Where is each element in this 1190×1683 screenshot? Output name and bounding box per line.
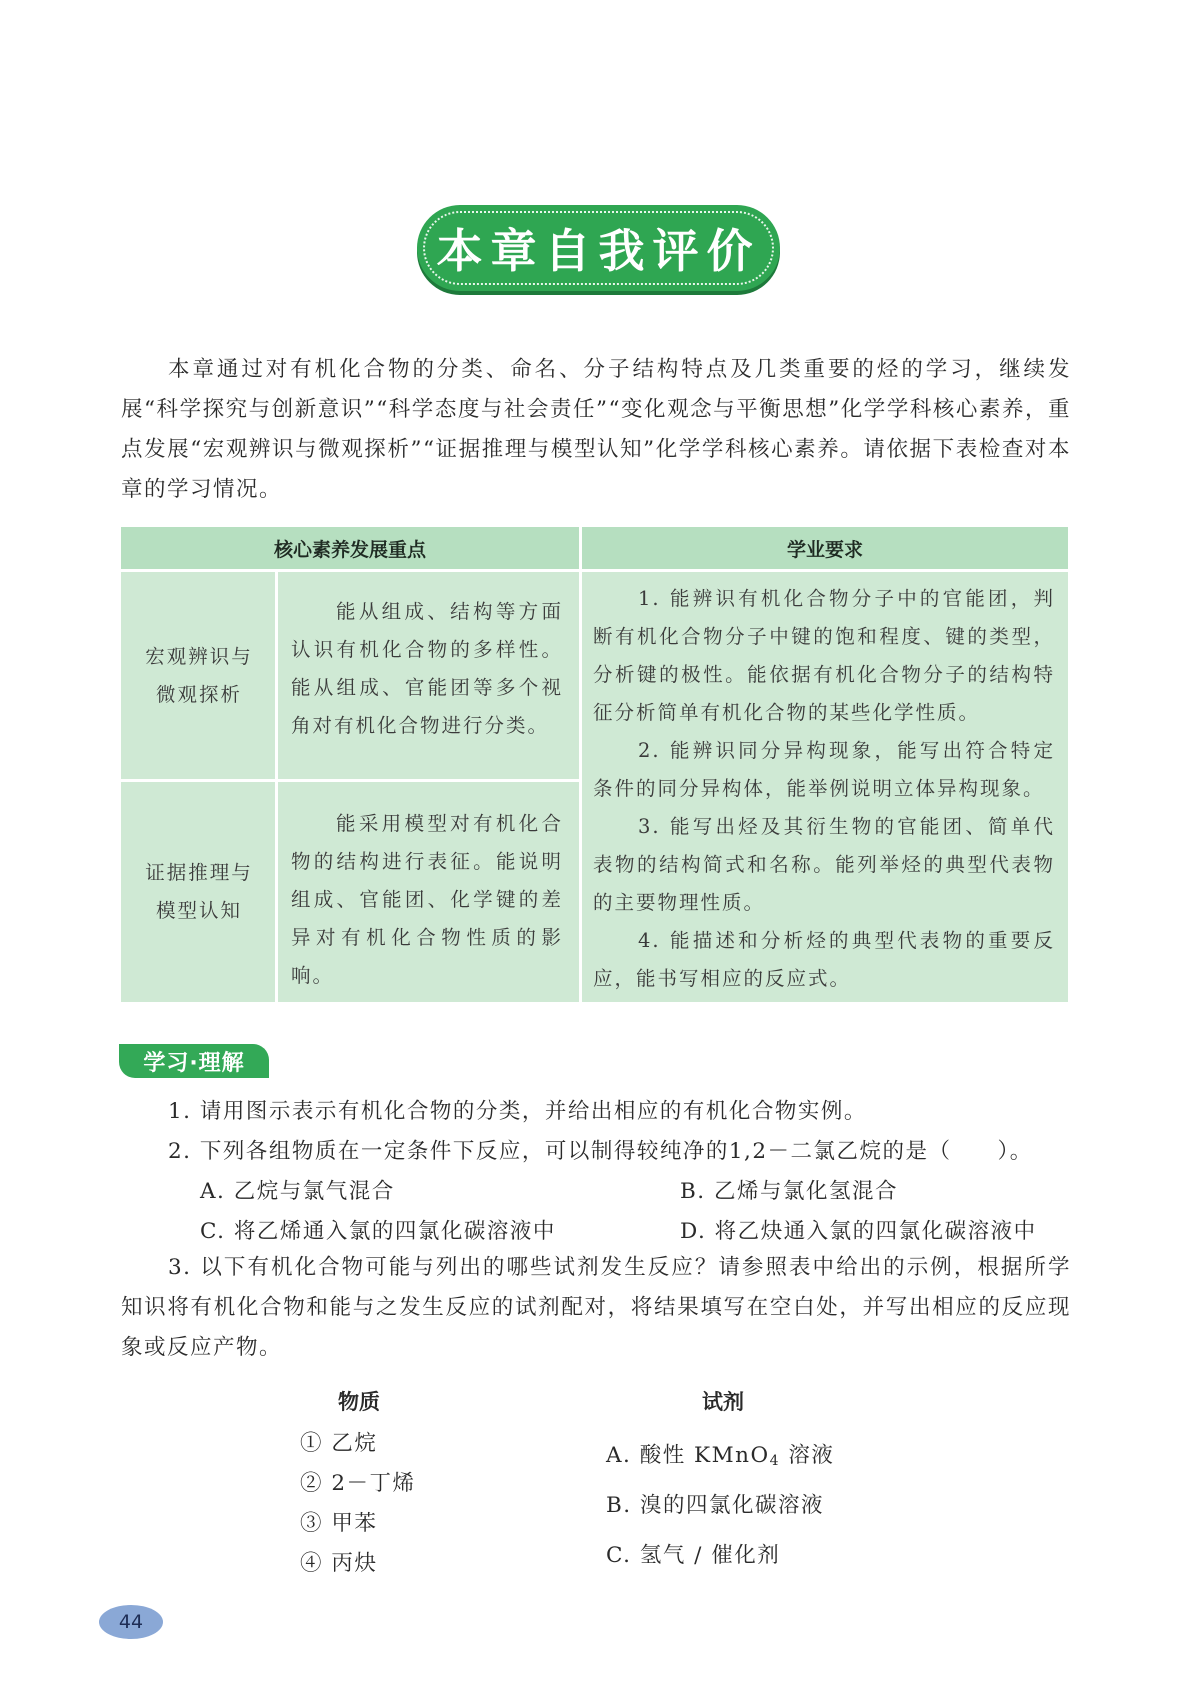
substance-item: ④ 丙炔 [300,1551,378,1576]
chapter-title-banner [417,205,780,291]
section-tag: 学习·理解 [119,1044,269,1078]
table-row-desc: 能采用模型对有机化合物的结构进行表征。能说明组成、官能团、化学键的差异对有机化合物性质的影响。 [291,812,563,987]
q2-option-b: B. 乙烯与氯化氢混合 [680,1179,898,1204]
requirement-item: 3. 能写出烃及其衍生物的官能团、简单代表物的结构简式和名称。能列举烃的典型代表物的主要物理性质。 [593,815,1055,914]
question-1: 1. 请用图示表示有机化合物的分类，并给出相应的有机化合物实例。 [168,1099,867,1124]
page-number: 44 [99,1605,163,1639]
title-dotted-border [423,211,774,285]
substance-item: ③ 甲苯 [300,1511,378,1536]
question-3: 3. 以下有机化合物可能与列出的哪些试剂发生反应？请参照表中给出的示例，根据所学知识将有机化合物和能与之发生反应的试剂配对，将结果填写在空白处，并写出相应的反应现象或反应产物。 [121,1255,1071,1360]
table-divider [275,572,278,1002]
question-2: 2. 下列各组物质在一定条件下反应，可以制得较纯净的1,2－二氯乙烷的是（ ）。 [168,1139,1033,1164]
table-row-name: 宏观辨识与微观探析 [145,644,253,706]
substance-item: ① 乙烷 [300,1431,378,1456]
substance-item: ② 2－丁烯 [300,1471,416,1496]
q2-option-d: D. 将乙炔通入氯的四氯化碳溶液中 [680,1219,1037,1244]
requirement-item: 4. 能描述和分析烃的典型代表物的重要反应，能书写相应的反应式。 [593,929,1055,990]
table-row-name: 证据推理与模型认知 [145,861,253,922]
table-divider [121,569,1068,572]
q2-option-c: C. 将乙烯通入氯的四氯化碳溶液中 [200,1219,556,1244]
reagent-c: C. 氢气 / 催化剂 [606,1543,781,1568]
table-header-requirements: 学业要求 [582,527,1068,569]
reagent-b: B. 溴的四氯化碳溶液 [606,1493,824,1518]
self-evaluation-table [121,527,1068,1002]
table-header-competency: 核心素养发展重点 [121,527,579,569]
intro-paragraph: 本章通过对有机化合物的分类、命名、分子结构特点及几类重要的烃的学习，继续发展“科学探究与创新意识”“科学态度与社会责任”“变化观念与平衡思想”化学学科核心素养，重点发展“宏观辨识与微观探析”“证据推理与模型认知”化学学科核心素养。请依据下表检查对本章的学习情况。 [121,357,1071,502]
table-row-desc: 能从组成、结构等方面认识有机化合物的多样性。能从组成、官能团等多个视角对有机化合物进行分类。 [291,600,563,737]
page-title: 本章自我评价 [436,224,761,278]
reagent-a: A. 酸性 KMnO$_4$ 溶液 [606,1443,835,1469]
reagent-column-head: 试剂 [702,1390,744,1414]
substance-column-head: 物质 [338,1390,380,1414]
q2-option-a: A. 乙烷与氯气混合 [200,1179,395,1204]
table-divider [579,527,582,1002]
requirements-list [593,580,1055,998]
requirement-item: 1. 能辨识有机化合物分子中的官能团，判断有机化合物分子中键的饱和程度、键的类型，分析键的极性。能依据有机化合物分子的结构特征分析简单有机化合物的某些化学性质。 [593,587,1055,724]
requirement-item: 2. 能辨识同分异构现象，能写出符合特定条件的同分异构体，能举例说明立体异构现象。 [593,739,1055,800]
